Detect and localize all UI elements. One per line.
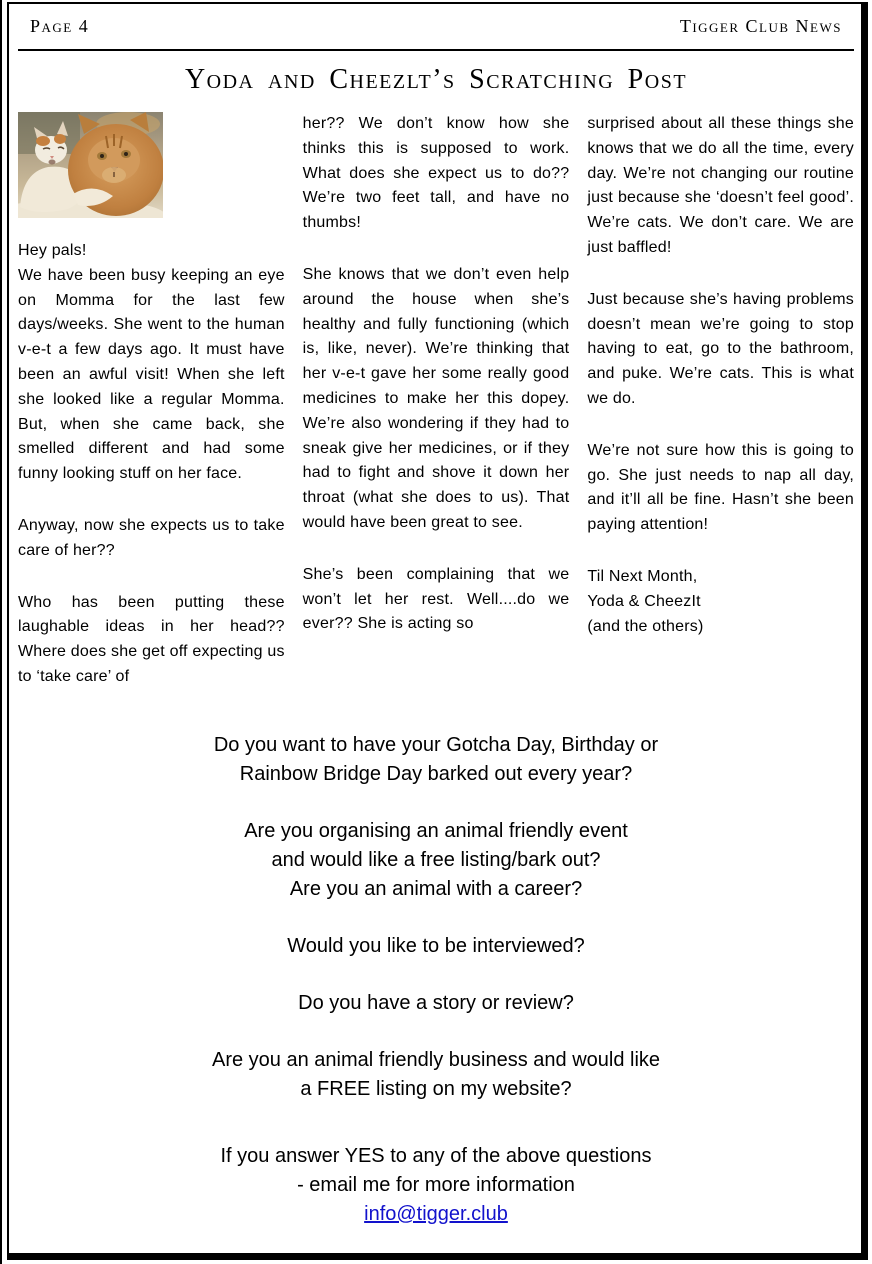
promo-question-group — [0, 731, 872, 789]
promo-question-line: Do you want to have your Gotcha Day, Birthday or — [213, 734, 659, 756]
paragraph-block — [587, 439, 854, 538]
promo-question-line: Are you organising an animal friendly event — [244, 820, 628, 842]
paragraph-block — [18, 239, 285, 487]
paragraph-block — [587, 288, 854, 412]
column-paragraph: Who has been putting these laughable ideas in her head?? Where does she get off expecting us to ‘take care’ of — [18, 593, 285, 685]
signoff-line: Yoda & CheezIt — [587, 592, 701, 610]
column-1 — [18, 112, 285, 690]
promo-question-line: Are you an animal with a career? — [289, 878, 583, 900]
header-divider — [18, 49, 854, 51]
column-paragraph: We have been busy keeping an eye on Momma for the last few days/weeks. She went to the human v-e-t a few days ago. It must have been an awful visit! When she left she looked like a regular Momma. But, when she came back, she smelled different and had some funny looking stuff on her face. — [18, 266, 285, 483]
paragraph-block — [303, 263, 570, 536]
paragraph-block — [587, 112, 854, 261]
page-header — [30, 16, 842, 37]
contact-line: - email me for more information — [297, 1174, 575, 1196]
contact-block — [0, 1142, 872, 1229]
column-paragraph: her?? We don’t know how she thinks this is supposed to work. What does she expect us to do?? We’re two feet tall, and have no thumbs! — [302, 115, 570, 232]
column-paragraph: surprised about all these things she knows that we do all the time, every day. We’re not changing our routine just because she ‘doesn’t feel good’. We’re cats. We don’t care. We are just baffled! — [587, 115, 855, 256]
promo-section — [0, 731, 872, 1257]
promo-question-line: a FREE listing on my website? — [300, 1078, 572, 1100]
email-link[interactable]: info@tigger.club — [364, 1203, 508, 1225]
page-number: Page 4 — [30, 16, 90, 36]
promo-question-line: Do you have a story or review? — [298, 992, 574, 1014]
paragraph-block — [303, 112, 570, 236]
paragraph-block — [303, 563, 570, 637]
signoff-line: (and the others) — [587, 617, 704, 635]
signoff-line: Til Next Month, — [587, 567, 698, 585]
newsletter-name: Tigger Club News — [679, 16, 842, 36]
promo-question-line: Are you an animal friendly business and would like — [211, 1049, 661, 1071]
paragraph-block — [18, 514, 285, 564]
promo-question-group — [0, 817, 872, 904]
column-2-text — [303, 112, 570, 637]
signoff-block — [587, 565, 854, 639]
promo-question-group — [0, 989, 872, 1018]
article-title: Yoda and Cheezlt’s Scratching Post — [184, 64, 688, 95]
contact-lines — [0, 1142, 872, 1200]
article-columns — [18, 112, 854, 690]
paragraph-block — [18, 591, 285, 690]
column-paragraph: Hey pals! — [18, 242, 87, 259]
column-3 — [587, 112, 854, 690]
promo-question-group — [0, 932, 872, 961]
column-1-text — [18, 239, 285, 690]
promo-question-line: and would like a free listing/bark out? — [271, 849, 601, 871]
column-paragraph: She knows that we don’t even help around the house when she’s healthy and fully functioning (which is, like, never). We’re thinking that her v-e-t gave her some really good medicines to make her this dopey. We’re also wondering if they had to sneak give her medicines, or if they had to fight and shove it down her throat (what she does to us). That would have been great to see. — [302, 265, 570, 531]
column-2 — [303, 112, 570, 690]
column-3-text — [587, 112, 854, 639]
column-paragraph: We’re not sure how this is going to go. She just needs to nap all day, and it’ll all be fine. Hasn’t she been paying attention! — [587, 441, 855, 534]
column-paragraph: Just because she’s having problems doesn’t mean we’re going to stop having to eat, go to the bathroom, and puke. We’re cats. This is what we do. — [587, 290, 855, 407]
promo-question-group — [0, 1046, 872, 1104]
promo-question-line: Would you like to be interviewed? — [287, 935, 585, 957]
cats-photo — [18, 112, 163, 218]
contact-line: If you answer YES to any of the above questions — [220, 1145, 652, 1167]
promo-question-line: Rainbow Bridge Day barked out every year? — [239, 763, 633, 785]
promo-questions — [0, 731, 872, 1104]
column-paragraph: Anyway, now she expects us to take care of her?? — [18, 516, 285, 559]
column-paragraph: She’s been complaining that we won’t let her rest. Well....do we ever?? She is acting so — [302, 565, 570, 633]
